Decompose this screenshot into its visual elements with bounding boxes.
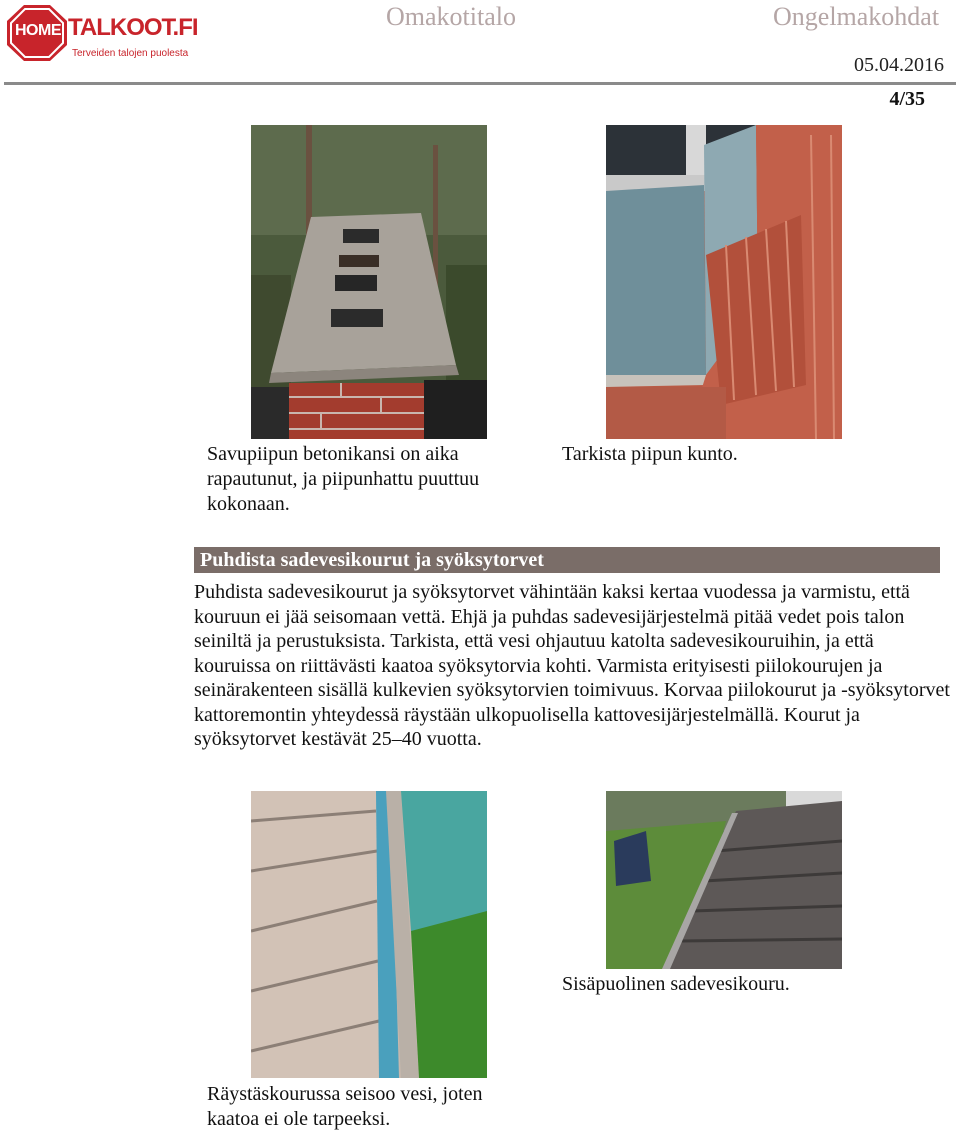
chimney-side-caption: Tarkista piipun kunto. <box>562 443 738 465</box>
hometalkoot-logo[interactable] <box>6 4 198 62</box>
chimney-top-caption: Savupiipun betonikansi on aika rapautunut, ja piipunhattu puuttuu kokonaan. <box>207 443 480 515</box>
gutter-water-caption: Räystäskourussa seisoo vesi, joten kaatoa ei ole tarpeeksi. <box>207 1083 483 1130</box>
header-title-left: Omakotitalo <box>386 2 516 31</box>
chimney-side-photo <box>606 125 842 439</box>
section-body: Puhdista sadevesikourut ja syöksytorvet vähintään kaksi kertaa vuodessa ja varmistu, että kouruun ei jää seisomaan vettä. Ehjä ja puhdas sadevesijärjestelmä pitää vedet pois talon seiniltä ja perustuksista. Tarkista, että vesi ohjautuu katolta sadevesikouruihin, ja että kouruissa on riittävästi kaatoa syöksytorvia kohti. Varmista erityisesti piilokourujen ja seinärakenteen sisällä kulkevien syöksytorvien toimivuus. Korvaa piilokourut ja -syöksytorvet kattoremontin yhteydessä räystään ulkopuolisella kattovesijärjestelmällä. Kourut ja syöksytorvet kestävät 25–40 vuotta. <box>194 581 950 750</box>
gutter-water-photo <box>251 791 487 1078</box>
inner-gutter-caption: Sisäpuolinen sadevesikouru. <box>562 973 790 995</box>
section-title: Puhdista sadevesikourut ja syöksytorvet <box>200 549 544 571</box>
logo-home-text: HOME <box>15 22 61 39</box>
section-heading-bar <box>194 547 940 573</box>
inner-gutter-photo <box>606 791 842 969</box>
logo-talkoot-text: TALKOOT.FI <box>68 14 198 41</box>
chimney-top-photo <box>251 125 487 439</box>
header-divider <box>4 82 956 85</box>
header-title-right: Ongelmakohdat <box>773 2 940 31</box>
page-number: 4/35 <box>889 88 925 110</box>
logo-tagline: Terveiden talojen puolesta <box>72 48 189 59</box>
header-date: 05.04.2016 <box>854 54 944 76</box>
